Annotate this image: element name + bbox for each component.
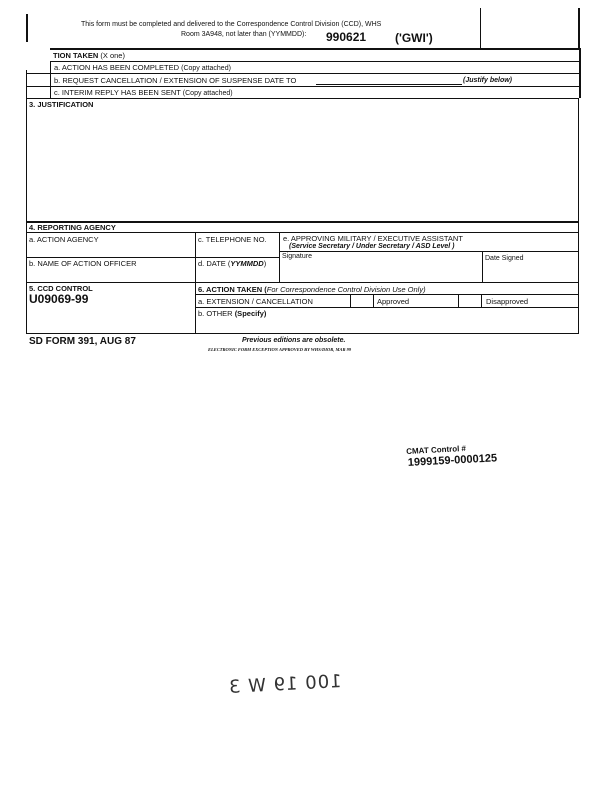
ext-col-2 xyxy=(373,294,374,307)
action-agency-label: a. ACTION AGENCY xyxy=(29,235,99,244)
action-agency-field[interactable] xyxy=(28,244,194,256)
section6-title-divider xyxy=(195,294,579,295)
option-request-cancellation: b. REQUEST CANCELLATION / EXTENSION OF SUSPENSE DATE TO xyxy=(54,76,297,85)
ccd-control-value: U09069-99 xyxy=(29,292,89,306)
other-label: b. OTHER (Specify) xyxy=(198,309,267,318)
option-b-divider xyxy=(50,86,580,87)
section2-top-border xyxy=(50,48,580,50)
option-action-completed: a. ACTION HAS BEEN COMPLETED (Copy attached) xyxy=(54,63,231,72)
extension-cancellation-label: a. EXTENSION / CANCELLATION xyxy=(198,297,313,306)
telephone-field[interactable] xyxy=(197,244,278,256)
other-field[interactable] xyxy=(197,318,577,332)
extension-date-field[interactable] xyxy=(316,83,462,85)
justification-title: 3. JUSTIFICATION xyxy=(29,100,94,109)
date-signed-label: Date Signed xyxy=(485,255,524,262)
disapproved-checkbox[interactable] xyxy=(459,295,481,306)
option-a-divider xyxy=(50,73,580,74)
checkbox-action-completed[interactable] xyxy=(27,62,50,73)
date-signed-field[interactable] xyxy=(484,263,577,281)
section6-title: 6. ACTION TAKEN (For Correspondence Control Division Use Only) xyxy=(198,285,426,294)
header-right-border xyxy=(578,8,580,48)
approving-title: e. APPROVING MILITARY / EXECUTIVE ASSISTANT xyxy=(283,234,463,243)
checkbox-interim-reply[interactable] xyxy=(27,87,50,98)
exception-note: ELECTRONIC FORM EXCEPTION APPROVED BY WHS/DIOR, MAR 99 xyxy=(208,347,352,352)
section6-ext-divider xyxy=(195,307,579,308)
ccd-control-title: 5. CCD CONTROL xyxy=(29,284,93,293)
action-officer-label: b. NAME OF ACTION OFFICER xyxy=(29,259,137,268)
section5-top-border xyxy=(26,282,579,283)
disapproved-label: Disapproved xyxy=(486,297,529,306)
header-divider-right xyxy=(480,8,481,48)
signature-field[interactable] xyxy=(281,261,481,281)
signature-label: Signature xyxy=(282,253,312,260)
approved-checkbox[interactable] xyxy=(351,295,373,306)
justify-below-note: (Justify below) xyxy=(463,77,513,84)
telephone-label: c. TELEPHONE NO. xyxy=(198,235,267,244)
ext-col-4 xyxy=(481,294,482,307)
checkbox-request-cancellation[interactable] xyxy=(27,74,50,86)
reporting-agency-title: 4. REPORTING AGENCY xyxy=(29,223,116,232)
due-date-value: 990621 xyxy=(326,30,367,44)
approving-divider xyxy=(279,251,579,252)
form-id: SD FORM 391, AUG 87 xyxy=(29,336,136,347)
header-instruction-line1: This form must be completed and delivered to the Correspondence Control Division (CCD), WHS xyxy=(81,21,382,28)
left-margin-mark xyxy=(26,14,28,42)
section2-checkbox-column-line xyxy=(50,61,51,98)
approved-label: Approved xyxy=(377,297,410,306)
handwritten-note: 100 19 W 3 xyxy=(227,671,343,698)
header-instruction-line2: Room 3A948, not later than (YYMMDD): xyxy=(181,31,307,38)
option-interim-reply: c. INTERIM REPLY HAS BEEN SENT (Copy attached) xyxy=(54,88,233,97)
col-divider-1 xyxy=(195,232,196,334)
cmat-value: 1999159-0000125 xyxy=(407,452,498,469)
approving-subtitle: (Service Secretary / Under Secretary / ASD Level ) xyxy=(289,243,455,250)
cmat-stamp xyxy=(406,442,497,469)
section4-title-divider xyxy=(26,232,579,233)
date-label: d. DATE (YYMMDD) xyxy=(198,259,267,268)
due-date-code: ('GWI') xyxy=(395,31,433,45)
date-field[interactable] xyxy=(197,268,278,281)
date-signed-divider xyxy=(482,251,483,282)
editions-note: Previous editions are obsolete. xyxy=(242,337,346,344)
section2-title: TION TAKEN (X one) xyxy=(53,51,125,60)
justification-textarea[interactable] xyxy=(28,110,577,220)
cmat-label: CMAT Control # xyxy=(406,443,467,456)
row-ab-divider xyxy=(26,257,280,258)
action-officer-field[interactable] xyxy=(28,268,194,281)
section2-title-divider xyxy=(50,61,580,62)
